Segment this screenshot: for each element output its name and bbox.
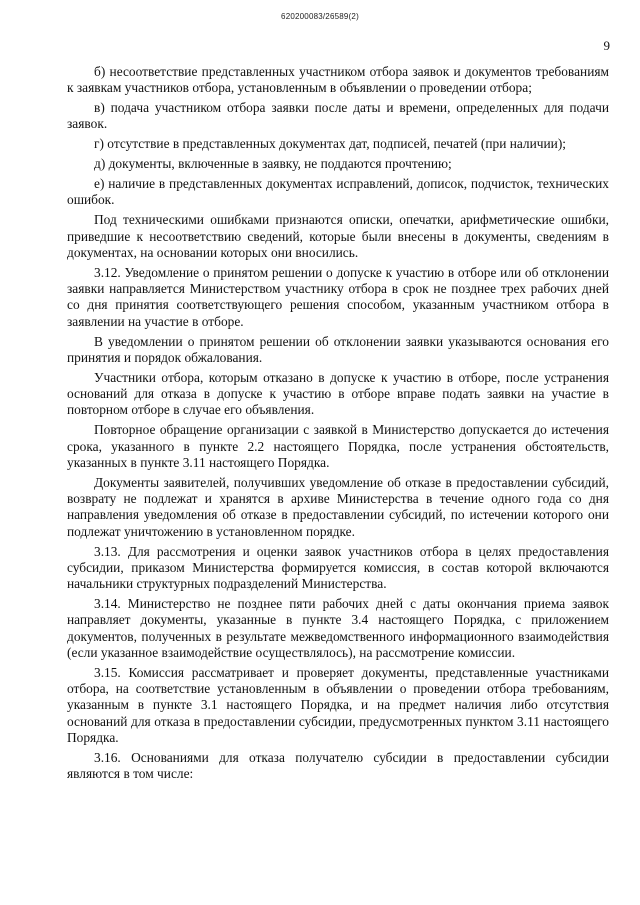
paragraph-documents-archive: Документы заявителей, получивших уведомление об отказе в предоставлении субсидий, возврату не подлежат и хранятся в архиве Министерства в течение одного года со дня направления уведомления об отказе в предоставлении субсидий, по истечении которого они подлежат уничтожению в установленном порядке. [67,474,609,539]
paragraph-3-13: 3.13. Для рассмотрения и оценки заявок участников отбора в целях предоставления субсидии, приказом Министерства формируется комиссия, в состав которой включаются начальники структурных подразделений Министерства. [67,543,609,592]
paragraph-3-15: 3.15. Комиссия рассматривает и проверяет документы, представленные участниками отбора, на соответствие установленным в объявлении о проведении отбора требованиям, указанным в пункте 3.1 настоящего Порядка, и на предмет наличия либо отсутствия оснований для отказа в предоставлении субсидии, предусмотренных пунктом 3.11 настоящего Порядка. [67,664,609,745]
paragraph-b: б) несоответствие представленных участником отбора заявок и документов требованиям к заявкам участников отбора, установленным в объявлении о проведении отбора; [67,64,609,96]
paragraph-rejection-notice: В уведомлении о принятом решении об отклонении заявки указываются основания его принятия и порядок обжалования. [67,333,609,365]
document-body [67,64,609,786]
paragraph-3-14: 3.14. Министерство не позднее пяти рабочих дней с даты окончания приема заявок направляет документы, указанные в пункте 3.4 настоящего Порядка, с приложением документов, полученных в результате межведомственного информационного взаимодействия (если указанное взаимодействие осуществлялось), на рассмотрение комиссии. [67,596,609,660]
paragraph-reapply: Участники отбора, которым отказано в допуске к участию в отборе, после устранения оснований для отказа в допуске к участию в отборе вправе подать заявки на участие в повторном отборе в случае его объявления. [67,369,609,418]
paragraph-v: в) подача участником отбора заявки после даты и времени, определенных для подачи заявок. [67,100,609,132]
paragraph-repeat-application: Повторное обращение организации с заявкой в Министерство допускается до истечения срока, указанного в пункте 2.2 настоящего Порядка, после устранения обстоятельств, указанных в пункте 3.11 настоящего Порядка. [67,422,609,470]
paragraph-g: г) отсутствие в представленных документах дат, подписей, печатей (при наличии); [94,136,567,152]
paragraph-3-12: 3.12. Уведомление о принятом решении о допуске к участию в отборе или об отклонении заявки направляется Министерством участнику отбора в срок не позднее трех рабочих дней со дня принятия соответствующего решения способом, указанным участником отбора в заявлении на участие в отборе. [67,264,609,329]
paragraph-3-16: 3.16. Основаниями для отказа получателю субсидии в предоставлении субсидии являются в том числе: [67,749,609,782]
paragraph-technical-errors: Под техническими ошибками признаются описки, опечатки, арифметические ошибки, приведшие к несоответствию сведений, которые были внесены в документы, сведениям в документах, на основании которых они вносились. [67,212,609,260]
paragraph-d: д) документы, включенные в заявку, не поддаются прочтению; [94,156,452,172]
page-number: 9 [603,38,610,53]
paragraph-e: е) наличие в представленных документах исправлений, дописок, подчисток, технических ошибок. [67,176,609,208]
document-id: 620200083/26589(2) [281,12,359,21]
